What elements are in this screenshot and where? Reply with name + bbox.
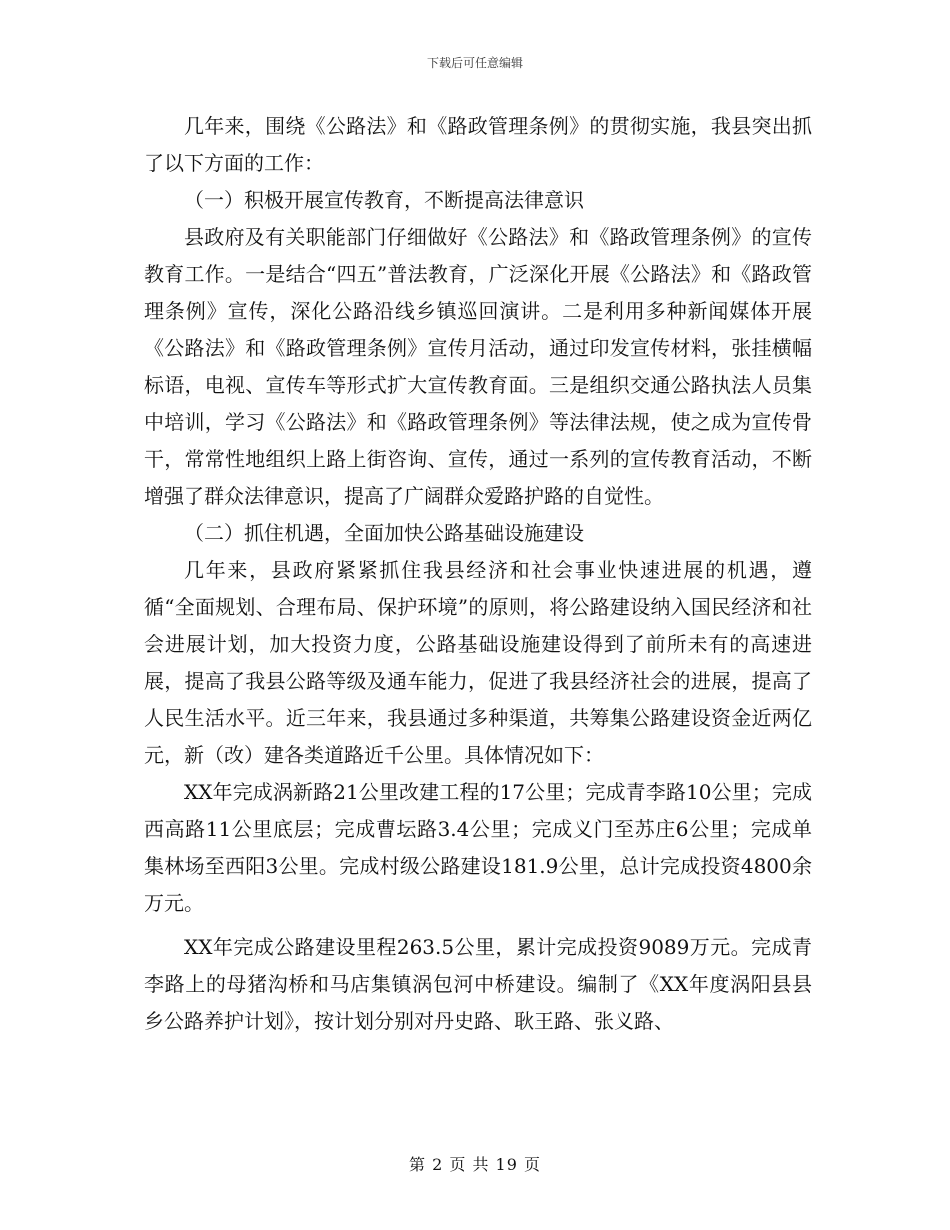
paragraph-year-2: XX年完成公路建设里程263.5公里，累计完成投资9089万元。完成青李路上的母猪沟桥和马店集镇涡包河中桥建设。编制了《XX年度涡阳县县乡公路养护计划》，按计划分别对丹史路、耿王路、张义路、 — [144, 935, 812, 1033]
paragraph-publicity: 县政府及有关职能部门仔细做好《公路法》和《路政管理条例》的宣传教育工作。一是结合“四五”普法教育，广泛深化开展《公路法》和《路政管理条例》宣传，深化公路沿线乡镇巡回演讲。二是利用多种新闻媒体开展《公路法》和《路政管理条例》宣传月活动，通过印发宣传材料，张挂横幅标语，电视、宣传车等形式扩大宣传教育面。三是组织交通公路执法人员集中培训，学习《公路法》和《路政管理条例》等法律法规，使之成为宣传骨干，常常性地组织上路上街咨询、宣传，通过一系列的宣传教育活动，不断增强了群众法律意识，提高了广阔群众爱路护路的自觉性。 — [144, 225, 812, 508]
page-header-note: 下载后可任意编辑 — [426, 56, 523, 70]
page-number: 第 2 页 共 19 页 — [409, 1155, 541, 1174]
section-heading-2: （二）抓住机遇，全面加快公路基础设施建设 — [184, 521, 584, 545]
intro-paragraph: 几年来，围绕《公路法》和《路政管理条例》的贯彻实施，我县突出抓了以下方面的工作： — [144, 114, 812, 175]
section-heading-1: （一）积极开展宣传教育，不断提高法律意识 — [184, 188, 584, 212]
paragraph-infrastructure: 几年来，县政府紧紧抓住我县经济和社会事业快速进展的机遇，遵循“全面规划、合理布局、保护环境”的原则，将公路建设纳入国民经济和社会进展计划，加大投资力度，公路基础设施建设得到了前所未有的高速进展，提高了我县公路等级及通车能力，促进了我县经济社会的进展，提高了人民生活水平。近三年来，我县通过多种渠道，共筹集公路建设资金近两亿元，新（改）建各类道路近千公里。具体情况如下： — [144, 558, 812, 767]
document-body — [144, 108, 812, 1040]
paragraph-year-1: XX年完成涡新路21公里改建工程的17公里；完成青李路10公里；完成西高路11公里底层；完成曹坛路3.4公里；完成义门至苏庄6公里；完成单集林场至西阳3公里。完成村级公路建设181.9公里，总计完成投资4800余万元。 — [144, 780, 812, 915]
